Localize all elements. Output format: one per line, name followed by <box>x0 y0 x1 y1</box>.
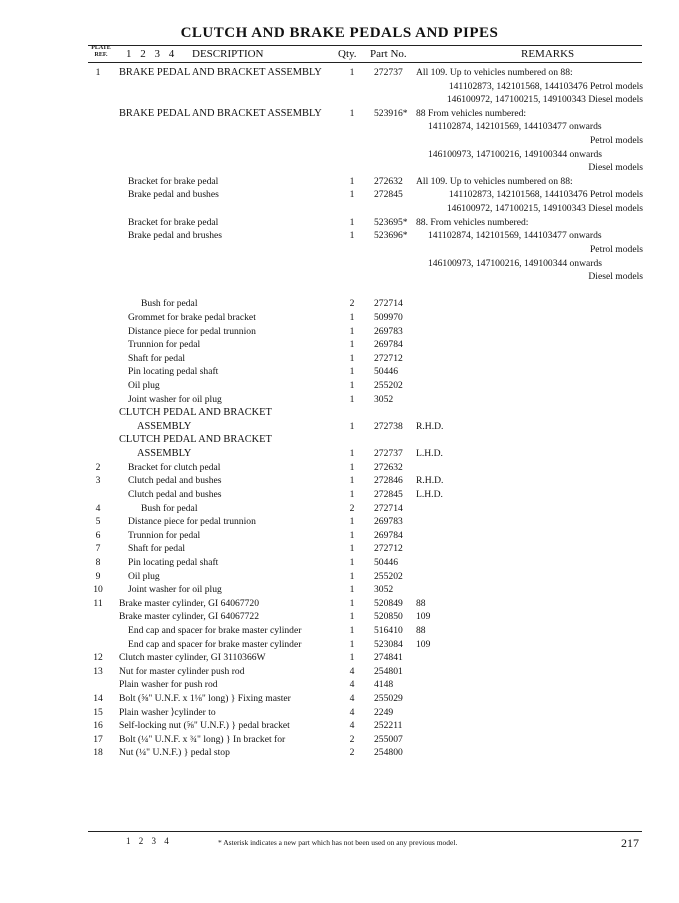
part-no-cell: 269784 <box>374 339 403 351</box>
plate-ref-cell: 18 <box>93 747 103 759</box>
qty-cell: 1 <box>349 624 355 636</box>
description-cell: Bracket for brake pedal <box>128 175 219 187</box>
table-row <box>0 243 679 257</box>
description-cell: Bush for pedal <box>141 502 198 514</box>
table-row <box>0 352 679 366</box>
description-cell: BRAKE PEDAL AND BRACKET ASSEMBLY <box>119 107 322 119</box>
table-row <box>0 638 679 652</box>
table-row <box>0 379 679 393</box>
remarks-cell: 88. From vehicles numbered: <box>416 216 529 228</box>
part-no-cell: 272737 <box>374 448 403 460</box>
remarks-cell: 88 From vehicles numbered: <box>416 107 527 119</box>
qty-cell: 1 <box>349 611 355 623</box>
part-no-cell: 254801 <box>374 665 403 677</box>
part-no-cell: 272632 <box>374 461 403 473</box>
qty-cell: 1 <box>349 393 355 405</box>
footer-rule <box>88 831 642 832</box>
part-no-cell: 520849 <box>374 597 403 609</box>
table-row <box>0 542 679 556</box>
header-cols: 1 2 3 4 <box>126 48 178 60</box>
qty-cell: 1 <box>349 366 355 378</box>
description-cell: Bolt (¼" U.N.F. x ¾" long) } In bracket for <box>119 733 286 745</box>
header-bottom-rule <box>88 62 642 63</box>
part-no-cell: 254800 <box>374 747 403 759</box>
part-no-cell: 269784 <box>374 529 403 541</box>
footer-cols: 1 2 3 4 <box>126 836 172 846</box>
table-row <box>0 93 679 107</box>
table-row <box>0 733 679 747</box>
remarks-cell: 88 <box>416 624 426 636</box>
table-row <box>0 297 679 311</box>
description-cell: Clutch pedal and bushes <box>128 488 222 500</box>
part-no-cell: 523696* <box>374 230 408 242</box>
table-row <box>0 175 679 189</box>
part-no-cell: 516410 <box>374 624 403 636</box>
page-title: CLUTCH AND BRAKE PEDALS AND PIPES <box>180 25 499 41</box>
table-row <box>0 529 679 543</box>
remarks-cell: 141102873, 142101568, 144103476 Petrol models <box>448 189 643 201</box>
qty-cell: 1 <box>349 107 355 119</box>
table-row <box>0 556 679 570</box>
plate-ref-cell: 9 <box>95 570 101 582</box>
part-no-cell: 269783 <box>374 516 403 528</box>
table-row <box>0 502 679 516</box>
description-cell: Trunnion for pedal <box>128 339 201 351</box>
qty-cell: 2 <box>349 747 355 759</box>
remarks-cell: R.H.D. <box>416 420 444 432</box>
plate-ref-cell: 15 <box>93 706 103 718</box>
qty-cell: 4 <box>349 693 355 705</box>
table-row <box>0 393 679 407</box>
remarks-cell: 109 <box>416 611 431 623</box>
header-top-rule <box>88 45 642 46</box>
table-row <box>0 406 679 420</box>
part-no-cell: 272632 <box>374 175 403 187</box>
table-row <box>0 134 679 148</box>
qty-cell: 1 <box>349 325 355 337</box>
header-remarks: REMARKS <box>521 48 575 60</box>
table-row <box>0 624 679 638</box>
remarks-cell: 141102874, 142101569, 144103477 onwards <box>428 121 602 133</box>
part-no-cell: 272714 <box>374 298 403 310</box>
remarks-cell: Petrol models <box>589 135 643 147</box>
part-no-cell: 255007 <box>374 733 403 745</box>
description-cell: Pin locating pedal shaft <box>128 366 219 378</box>
plate-ref-cell: 3 <box>95 475 101 487</box>
description-cell: Oil plug <box>128 380 160 392</box>
plate-ref-cell: 17 <box>93 733 103 745</box>
table-row <box>0 202 679 216</box>
table-row <box>0 257 679 271</box>
description-cell: Shaft for pedal <box>128 543 186 555</box>
table-row <box>0 188 679 202</box>
description-cell: Bolt (⅝" U.N.F. x 1⅛" long) } Fixing master <box>119 693 291 705</box>
qty-cell: 1 <box>349 584 355 596</box>
qty-cell: 1 <box>349 516 355 528</box>
plate-ref-header: PLATE REF. <box>91 45 111 58</box>
description-cell: Bracket for clutch pedal <box>128 461 221 473</box>
qty-cell: 1 <box>349 529 355 541</box>
description-cell: Pin locating pedal shaft <box>128 556 219 568</box>
part-no-cell: 255202 <box>374 380 403 392</box>
table-row <box>0 678 679 692</box>
table-row <box>0 692 679 706</box>
description-cell: Plain washer for push rod <box>119 679 218 691</box>
table-row <box>0 365 679 379</box>
part-no-cell: 272845 <box>374 488 403 500</box>
description-cell: Joint washer for oil plug <box>128 393 222 405</box>
description-cell: Bracket for brake pedal <box>128 216 219 228</box>
part-no-cell: 269783 <box>374 325 403 337</box>
table-row <box>0 420 679 434</box>
table-row <box>0 461 679 475</box>
plate-ref-cell: 7 <box>95 543 101 555</box>
remarks-cell: L.H.D. <box>416 448 443 460</box>
part-no-cell: 272737 <box>374 67 403 78</box>
table-row <box>0 229 679 243</box>
table-row <box>0 651 679 665</box>
header-qty: Qty. <box>338 48 357 60</box>
table-row <box>0 515 679 529</box>
table-row <box>0 338 679 352</box>
description-cell: Brake pedal and bushes <box>128 189 219 201</box>
part-no-cell: 255029 <box>374 693 403 705</box>
qty-cell: 4 <box>349 679 355 691</box>
table-row <box>0 270 679 284</box>
table-row <box>0 433 679 447</box>
description-cell: CLUTCH PEDAL AND BRACKET <box>119 407 272 419</box>
table-row <box>0 474 679 488</box>
part-no-cell: 50446 <box>374 366 398 378</box>
qty-cell: 1 <box>349 543 355 555</box>
part-no-cell: 255202 <box>374 570 403 582</box>
remarks-cell: 146100972, 147100215, 149100343 Diesel models <box>446 203 643 215</box>
description-cell: ASSEMBLY <box>137 448 192 460</box>
table-row <box>0 325 679 339</box>
qty-cell: 1 <box>349 311 355 323</box>
description-cell: Shaft for pedal <box>128 352 186 364</box>
remarks-cell: All 109. Up to vehicles numbered on 88: <box>416 67 573 78</box>
description-cell: BRAKE PEDAL AND BRACKET ASSEMBLY <box>119 67 322 78</box>
description-cell: Clutch master cylinder, GI 3110366W <box>119 652 266 664</box>
table-row <box>0 583 679 597</box>
description-cell: Distance piece for pedal trunnion <box>128 516 256 528</box>
table-row <box>0 706 679 720</box>
description-cell: Oil plug <box>128 570 160 582</box>
qty-cell: 1 <box>349 67 355 78</box>
part-no-cell: 272712 <box>374 543 403 555</box>
part-no-cell: 252211 <box>374 720 403 732</box>
description-cell: Distance piece for pedal trunnion <box>128 325 256 337</box>
qty-cell: 1 <box>349 461 355 473</box>
table-row <box>0 719 679 733</box>
table-row <box>0 570 679 584</box>
part-no-cell: 274841 <box>374 652 403 664</box>
qty-cell: 2 <box>349 733 355 745</box>
remarks-cell: 88 <box>416 597 426 609</box>
part-no-cell: 272714 <box>374 502 403 514</box>
plate-ref-cell: 10 <box>93 584 103 596</box>
page-number: 217 <box>621 836 639 850</box>
qty-cell: 1 <box>349 230 355 242</box>
description-cell: End cap and spacer for brake master cylinder <box>128 624 302 636</box>
header-part-no: Part No. <box>370 48 407 60</box>
plate-ref-cell: 14 <box>93 693 103 705</box>
remarks-cell: Petrol models <box>589 243 643 255</box>
qty-cell: 1 <box>349 352 355 364</box>
qty-cell: 1 <box>349 175 355 187</box>
description-cell: Self-locking nut (⅝" U.N.F.) } pedal bracket <box>119 720 290 732</box>
part-no-cell: 272845 <box>374 189 403 201</box>
plate-ref-cell: 6 <box>95 529 101 541</box>
description-cell: Brake master cylinder, GI 64067720 <box>119 597 260 609</box>
remarks-cell: 109 <box>416 638 431 650</box>
description-cell: Grommet for brake pedal bracket <box>128 311 256 323</box>
description-cell: Bush for pedal <box>141 298 198 310</box>
part-no-cell: 523916* <box>374 107 408 119</box>
table-row <box>0 120 679 134</box>
table-row <box>0 746 679 760</box>
description-cell: Nut (¼" U.N.F.) } pedal stop <box>119 747 230 759</box>
qty-cell: 2 <box>349 298 355 310</box>
qty-cell: 1 <box>349 339 355 351</box>
description-cell: Nut for master cylinder push rod <box>119 665 245 677</box>
table-row <box>0 216 679 230</box>
remarks-cell: All 109. Up to vehicles numbered on 88: <box>416 175 573 187</box>
qty-cell: 1 <box>349 597 355 609</box>
part-no-cell: 509970 <box>374 311 403 323</box>
table-row <box>0 161 679 175</box>
qty-cell: 1 <box>349 488 355 500</box>
remarks-cell: 146100973, 147100216, 149100344 onwards <box>428 257 603 269</box>
qty-cell: 1 <box>349 556 355 568</box>
description-cell: Brake master cylinder, GI 64067722 <box>119 611 260 623</box>
remarks-cell: Diesel models <box>588 271 643 283</box>
qty-cell: 1 <box>349 420 355 432</box>
header-description: DESCRIPTION <box>192 48 264 60</box>
qty-cell: 1 <box>349 570 355 582</box>
plate-ref-cell: 16 <box>93 720 103 732</box>
remarks-cell: 141102874, 142101569, 144103477 onwards <box>428 230 602 242</box>
plate-ref-cell: 4 <box>95 502 101 514</box>
table-row <box>0 610 679 624</box>
table-row <box>0 447 679 461</box>
description-cell: Joint washer for oil plug <box>128 584 222 596</box>
qty-cell: 4 <box>349 720 355 732</box>
part-no-cell: 2249 <box>374 706 394 718</box>
plate-ref-cell: 13 <box>93 665 103 677</box>
qty-cell: 1 <box>349 652 355 664</box>
remarks-cell: 146100972, 147100215, 149100343 Diesel models <box>446 94 643 106</box>
description-cell: CLUTCH PEDAL AND BRACKET <box>119 434 272 446</box>
part-no-cell: 272738 <box>374 420 403 432</box>
remarks-cell: 146100973, 147100216, 149100344 onwards <box>428 148 603 160</box>
description-cell: End cap and spacer for brake master cylinder <box>128 638 302 650</box>
qty-cell: 4 <box>349 706 355 718</box>
part-no-cell: 4148 <box>374 679 394 691</box>
plate-ref-cell: 8 <box>95 556 101 568</box>
remarks-cell: 141102873, 142101568, 144103476 Petrol models <box>448 80 643 92</box>
description-cell: ASSEMBLY <box>137 420 192 432</box>
qty-cell: 1 <box>349 380 355 392</box>
remarks-cell: Diesel models <box>588 162 643 174</box>
footer-asterisk-note: * Asterisk indicates a new part which has not been used on any previous model. <box>218 838 458 847</box>
plate-ref-cell: 12 <box>93 652 103 664</box>
table-row <box>0 665 679 679</box>
part-no-cell: 520850 <box>374 611 403 623</box>
table-row <box>0 284 679 298</box>
table-row <box>0 80 679 94</box>
table-row <box>0 148 679 162</box>
table-row <box>0 597 679 611</box>
qty-cell: 1 <box>349 475 355 487</box>
description-cell: Trunnion for pedal <box>128 529 201 541</box>
part-no-cell: 3052 <box>374 393 394 405</box>
part-no-cell: 272846 <box>374 475 403 487</box>
part-no-cell: 523695* <box>374 216 408 228</box>
table-row <box>0 66 679 80</box>
qty-cell: 2 <box>349 502 355 514</box>
plate-ref-cell: 2 <box>95 461 101 473</box>
part-no-cell: 523084 <box>374 638 403 650</box>
table-row <box>0 107 679 121</box>
table-row <box>0 488 679 502</box>
remarks-cell: R.H.D. <box>416 475 444 487</box>
description-cell: Brake pedal and brushes <box>128 230 223 242</box>
part-no-cell: 272712 <box>374 352 403 364</box>
qty-cell: 4 <box>349 665 355 677</box>
qty-cell: 1 <box>349 189 355 201</box>
description-cell: Clutch pedal and bushes <box>128 475 222 487</box>
plate-ref-cell: 1 <box>95 67 101 78</box>
description-cell: Plain washer ⟩cylinder to <box>119 706 216 718</box>
remarks-cell: L.H.D. <box>416 488 443 500</box>
qty-cell: 1 <box>349 216 355 228</box>
plate-ref-cell: 11 <box>93 597 103 609</box>
parts-list <box>0 66 679 760</box>
qty-cell: 1 <box>349 448 355 460</box>
part-no-cell: 3052 <box>374 584 394 596</box>
table-row <box>0 311 679 325</box>
plate-ref-cell: 5 <box>95 516 101 528</box>
qty-cell: 1 <box>349 638 355 650</box>
part-no-cell: 50446 <box>374 556 398 568</box>
